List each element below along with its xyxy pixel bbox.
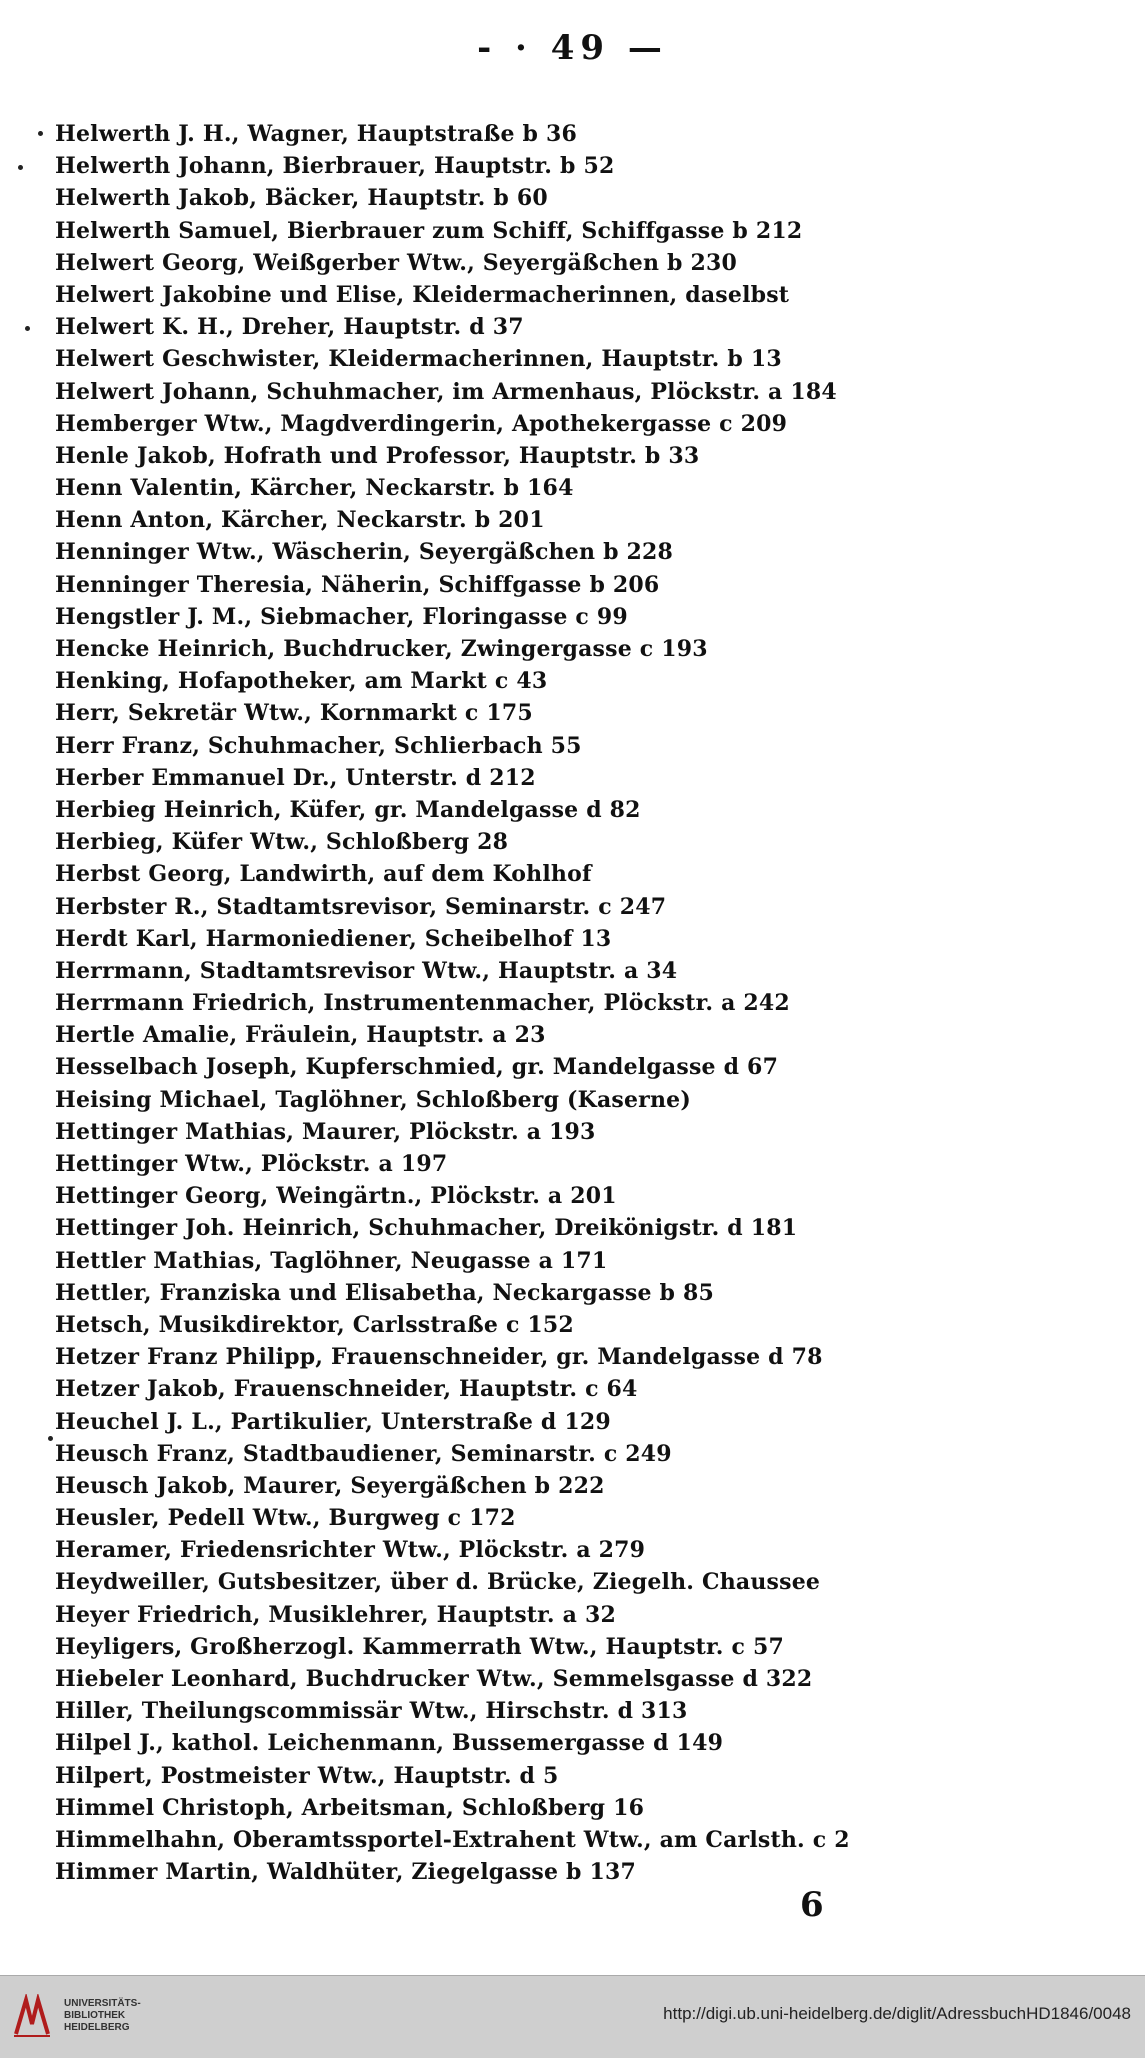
address-entry: Heising Michael, Taglöhner, Schloßberg (Kaserne) xyxy=(55,1086,691,1113)
address-entry: Himmel Christoph, Arbeitsman, Schloßberg 16 xyxy=(55,1794,645,1821)
address-entry: Helwert Jakobine und Elise, Kleidermacherinnen, daselbst xyxy=(55,281,790,308)
address-entry: Helwert Geschwister, Kleidermacherinnen, Hauptstr. b 13 xyxy=(55,346,782,373)
address-entry: Hilpert, Postmeister Wtw., Hauptstr. d 5 xyxy=(55,1762,559,1789)
address-entry: Heydweiller, Gutsbesitzer, über d. Brücke, Ziegelh. Chaussee xyxy=(55,1569,821,1596)
library-seal-icon xyxy=(12,1994,52,2038)
address-entry: Henninger Theresia, Näherin, Schiffgasse b 206 xyxy=(55,571,660,598)
address-entry: Helwert K. H., Dreher, Hauptstr. d 37 xyxy=(55,314,524,341)
address-entry: Henn Anton, Kärcher, Neckarstr. b 201 xyxy=(55,507,545,534)
address-entry: Hetzer Franz Philipp, Frauenschneider, gr. Mandelgasse d 78 xyxy=(55,1344,823,1371)
address-entry: Hemberger Wtw., Magdverdingerin, Apothekergasse c 209 xyxy=(55,410,788,437)
address-entry: Hiebeler Leonhard, Buchdrucker Wtw., Semmelsgasse d 322 xyxy=(55,1666,813,1692)
address-entry-list xyxy=(55,118,1115,1888)
address-entry: Henle Jakob, Hofrath und Professor, Hauptstr. b 33 xyxy=(55,442,700,469)
address-entry: Hettler Mathias, Taglöhner, Neugasse a 171 xyxy=(55,1247,608,1274)
address-entry: Heusch Jakob, Maurer, Seyergäßchen b 222 xyxy=(55,1472,605,1499)
address-entry: Hengstler J. M., Siebmacher, Floringasse c 99 xyxy=(55,603,628,630)
address-entry: Herrmann Friedrich, Instrumentenmacher, Plöckstr. a 242 xyxy=(55,990,790,1017)
address-entry: Hetsch, Musikdirektor, Carlsstraße c 152 xyxy=(55,1311,574,1338)
address-entry: Heyer Friedrich, Musiklehrer, Hauptstr. a 32 xyxy=(55,1601,616,1628)
sheet-signature: 6 xyxy=(800,1885,824,1925)
address-entry: Herr, Sekretär Wtw., Kornmarkt c 175 xyxy=(55,700,533,727)
address-entry: Heyligers, Großherzogl. Kammerrath Wtw., Hauptstr. c 57 xyxy=(55,1633,784,1660)
address-entry: Herbster R., Stadtamtsrevisor, Seminarstr. c 247 xyxy=(55,893,667,920)
address-entry: Herber Emmanuel Dr., Unterstr. d 212 xyxy=(55,764,536,791)
address-entry: Hencke Heinrich, Buchdrucker, Zwingergasse c 193 xyxy=(55,636,708,662)
margin-dot xyxy=(25,326,30,331)
address-entry: Himmer Martin, Waldhüter, Ziegelgasse b 137 xyxy=(55,1859,637,1886)
address-entry: Helwerth Samuel, Bierbrauer zum Schiff, Schiffgasse b 212 xyxy=(55,217,803,244)
address-entry: Heusch Franz, Stadtbaudiener, Seminarstr. c 249 xyxy=(55,1440,672,1467)
address-entry: Herr Franz, Schuhmacher, Schlierbach 55 xyxy=(55,732,582,759)
page-number: - · 49 — xyxy=(477,28,668,68)
address-entry: Hesselbach Joseph, Kupferschmied, gr. Mandelgasse d 67 xyxy=(55,1054,779,1081)
margin-dot xyxy=(38,131,43,136)
address-entry: Helwerth Jakob, Bäcker, Hauptstr. b 60 xyxy=(55,185,548,212)
library-name-line: HEIDELBERG xyxy=(64,2022,130,2033)
source-url-link[interactable]: http://digi.ub.uni-heidelberg.de/diglit/AdressbuchHD1846/0048 xyxy=(663,2004,1131,2023)
address-entry: Hettinger Joh. Heinrich, Schuhmacher, Dreikönigstr. d 181 xyxy=(55,1215,798,1242)
address-entry: Hertle Amalie, Fräulein, Hauptstr. a 23 xyxy=(55,1022,546,1049)
margin-dot xyxy=(18,165,23,170)
address-entry: Himmelhahn, Oberamtssportel-Extrahent Wtw., am Carlsth. c 2 xyxy=(55,1826,850,1853)
address-entry: Henninger Wtw., Wäscherin, Seyergäßchen b 228 xyxy=(55,539,674,566)
address-entry: Heramer, Friedensrichter Wtw., Plöckstr. a 279 xyxy=(55,1537,646,1564)
margin-dot xyxy=(48,1436,53,1441)
address-entry: Herbst Georg, Landwirth, auf dem Kohlhof xyxy=(55,861,592,888)
library-name xyxy=(64,1998,141,2034)
address-entry: Hettinger Wtw., Plöckstr. a 197 xyxy=(55,1151,448,1177)
address-entry: Hiller, Theilungscommissär Wtw., Hirschstr. d 313 xyxy=(55,1698,688,1725)
address-entry: Helwerth Johann, Bierbrauer, Hauptstr. b 52 xyxy=(55,153,615,180)
address-entry: Helwerth J. H., Wagner, Hauptstraße b 36 xyxy=(55,121,578,147)
address-entry: Henking, Hofapotheker, am Markt c 43 xyxy=(55,668,548,695)
address-entry: Helwert Georg, Weißgerber Wtw., Seyergäßchen b 230 xyxy=(55,249,738,276)
library-name-line: BIBLIOTHEK xyxy=(64,2010,126,2021)
address-entry: Hettinger Georg, Weingärtn., Plöckstr. a 201 xyxy=(55,1183,617,1210)
address-entry: Heuchel J. L., Partikulier, Unterstraße d 129 xyxy=(55,1408,611,1435)
footer-bar xyxy=(0,1975,1145,2058)
address-entry: Hettler, Franziska und Elisabetha, Neckargasse b 85 xyxy=(55,1279,715,1306)
address-entry: Hetzer Jakob, Frauenschneider, Hauptstr. c 64 xyxy=(55,1376,638,1403)
address-entry: Helwert Johann, Schuhmacher, im Armenhaus, Plöckstr. a 184 xyxy=(55,378,837,405)
library-name-line: UNIVERSITÄTS- xyxy=(64,1998,141,2009)
address-entry: Herbieg Heinrich, Küfer, gr. Mandelgasse d 82 xyxy=(55,796,641,823)
address-entry: Henn Valentin, Kärcher, Neckarstr. b 164 xyxy=(55,475,574,502)
address-entry: Herbieg, Küfer Wtw., Schloßberg 28 xyxy=(55,829,509,856)
address-entry: Hilpel J., kathol. Leichenmann, Bussemergasse d 149 xyxy=(55,1730,724,1757)
address-entry: Heusler, Pedell Wtw., Burgweg c 172 xyxy=(55,1505,516,1532)
address-entry: Herrmann, Stadtamtsrevisor Wtw., Hauptstr. a 34 xyxy=(55,957,678,984)
address-entry: Herdt Karl, Harmoniediener, Scheibelhof 13 xyxy=(55,925,612,952)
address-entry: Hettinger Mathias, Maurer, Plöckstr. a 193 xyxy=(55,1118,596,1145)
